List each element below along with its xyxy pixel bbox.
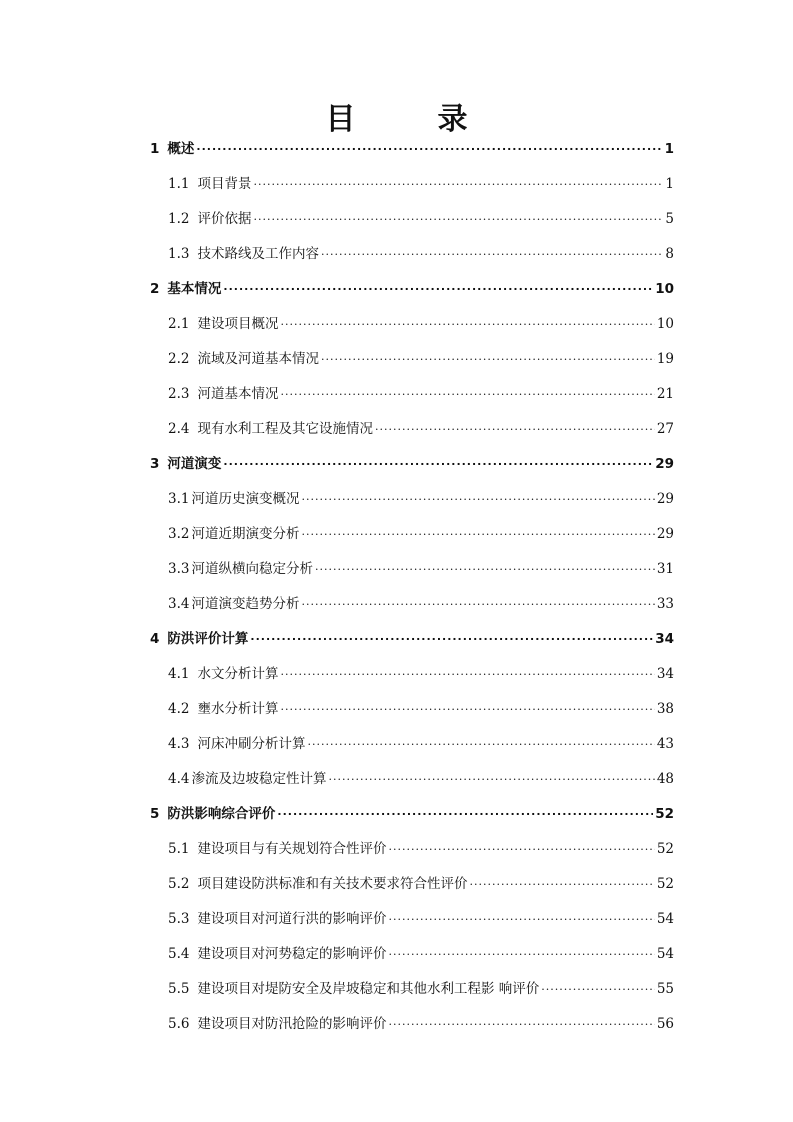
table-of-contents bbox=[150, 137, 674, 1047]
toc-chapter-entry[interactable] bbox=[150, 277, 674, 312]
toc-dot-leader bbox=[321, 239, 663, 264]
toc-entry-label bbox=[150, 802, 275, 826]
toc-entry-number: 1.3 bbox=[168, 246, 190, 262]
toc-chapter-entry[interactable] bbox=[150, 627, 674, 662]
toc-section-entry[interactable] bbox=[150, 837, 674, 872]
toc-entry-label bbox=[168, 417, 373, 441]
toc-entry-title: 河道纵横向稳定分析 bbox=[191, 561, 313, 577]
toc-entry-number: 4.2 bbox=[168, 701, 190, 717]
toc-entry-page-number: 10 bbox=[655, 281, 674, 297]
toc-entry-title: 建设项目对河势稳定的影响评价 bbox=[197, 946, 387, 962]
toc-entry-number: 4.3 bbox=[168, 736, 190, 752]
toc-dot-leader bbox=[375, 414, 655, 439]
toc-entry-label bbox=[168, 557, 313, 581]
toc-entry-title: 防洪评价计算 bbox=[167, 631, 249, 647]
toc-entry-page-number: 29 bbox=[656, 526, 674, 542]
toc-entry-title: 项目建设防洪标准和有关技术要求符合性评价 bbox=[197, 876, 468, 892]
toc-entry-page-number: 43 bbox=[656, 736, 674, 752]
toc-entry-title: 现有水利工程及其它设施情况 bbox=[197, 421, 373, 437]
toc-entry-label bbox=[168, 347, 319, 371]
toc-section-entry[interactable] bbox=[150, 977, 674, 1012]
toc-dot-leader bbox=[388, 1009, 654, 1034]
toc-entry-label bbox=[168, 382, 278, 406]
toc-entry-title: 概述 bbox=[167, 141, 195, 157]
toc-dot-leader bbox=[388, 834, 654, 859]
toc-section-entry[interactable] bbox=[150, 242, 674, 277]
toc-entry-number: 5.1 bbox=[168, 841, 190, 857]
toc-entry-title: 壅水分析计算 bbox=[197, 701, 279, 717]
toc-entry-number: 1 bbox=[150, 141, 160, 157]
toc-entry-number: 4.1 bbox=[168, 666, 190, 682]
toc-entry-label bbox=[168, 207, 251, 231]
toc-entry-title: 基本情况 bbox=[167, 281, 222, 297]
toc-section-entry[interactable] bbox=[150, 417, 674, 452]
toc-entry-number: 2.1 bbox=[168, 316, 190, 332]
toc-entry-page-number: 31 bbox=[656, 561, 674, 577]
toc-entry-page-number: 55 bbox=[656, 981, 674, 997]
toc-section-entry[interactable] bbox=[150, 767, 674, 802]
toc-entry-number: 4.4 bbox=[168, 771, 190, 787]
toc-entry-page-number: 34 bbox=[655, 631, 674, 647]
toc-dot-leader bbox=[280, 659, 654, 684]
toc-entry-title: 建设项目概况 bbox=[197, 316, 279, 332]
toc-dot-leader bbox=[388, 939, 654, 964]
toc-entry-label bbox=[168, 942, 386, 966]
toc-dot-leader bbox=[321, 344, 655, 369]
toc-entry-page-number: 29 bbox=[656, 491, 674, 507]
toc-entry-page-number: 21 bbox=[656, 386, 674, 402]
toc-entry-label bbox=[168, 522, 299, 546]
toc-entry-page-number: 54 bbox=[656, 946, 674, 962]
toc-entry-title: 河道历史演变概况 bbox=[191, 491, 300, 507]
toc-entry-label bbox=[168, 1012, 386, 1036]
toc-entry-page-number: 19 bbox=[656, 351, 674, 367]
toc-entry-page-number: 52 bbox=[655, 806, 674, 822]
toc-dot-leader bbox=[280, 309, 654, 334]
toc-dot-leader bbox=[315, 554, 655, 579]
toc-dot-leader bbox=[301, 589, 654, 614]
toc-section-entry[interactable] bbox=[150, 557, 674, 592]
toc-entry-title: 技术路线及工作内容 bbox=[197, 246, 319, 262]
toc-section-entry[interactable] bbox=[150, 487, 674, 522]
toc-entry-number: 5.6 bbox=[168, 1016, 190, 1032]
toc-entry-title: 河道演变趋势分析 bbox=[191, 596, 300, 612]
toc-entry-title: 建设项目对河道行洪的影响评价 bbox=[197, 911, 387, 927]
toc-entry-label bbox=[150, 277, 221, 301]
toc-chapter-entry[interactable] bbox=[150, 452, 674, 487]
toc-entry-page-number: 29 bbox=[655, 456, 674, 472]
toc-entry-page-number: 27 bbox=[656, 421, 674, 437]
toc-dot-leader bbox=[253, 169, 663, 194]
toc-entry-label bbox=[168, 837, 386, 861]
toc-entry-page-number: 52 bbox=[656, 841, 674, 857]
toc-dot-leader bbox=[223, 449, 653, 474]
toc-dot-leader bbox=[253, 204, 663, 229]
toc-dot-leader bbox=[541, 974, 655, 999]
toc-entry-title: 建设项目与有关规划符合性评价 bbox=[197, 841, 387, 857]
toc-dot-leader bbox=[388, 904, 654, 929]
toc-title: 目 录 bbox=[325, 102, 494, 137]
toc-entry-number: 3.4 bbox=[168, 596, 190, 612]
toc-section-entry[interactable] bbox=[150, 942, 674, 977]
toc-dot-leader bbox=[469, 869, 654, 894]
toc-entry-title: 防洪影响综合评价 bbox=[167, 806, 276, 822]
toc-entry-page-number: 54 bbox=[656, 911, 674, 927]
toc-chapter-entry[interactable] bbox=[150, 802, 674, 837]
toc-entry-label bbox=[150, 627, 248, 651]
toc-section-entry[interactable] bbox=[150, 522, 674, 557]
toc-section-entry[interactable] bbox=[150, 172, 674, 207]
toc-entry-label bbox=[150, 452, 221, 476]
toc-entry-label bbox=[168, 872, 467, 896]
toc-entry-page-number: 48 bbox=[656, 771, 674, 787]
toc-entry-page-number: 34 bbox=[656, 666, 674, 682]
toc-entry-page-number: 8 bbox=[665, 246, 674, 262]
toc-entry-title: 河道演变 bbox=[167, 456, 222, 472]
toc-section-entry[interactable] bbox=[150, 732, 674, 767]
toc-dot-leader bbox=[223, 274, 653, 299]
toc-dot-leader bbox=[196, 134, 662, 159]
toc-section-entry[interactable] bbox=[150, 907, 674, 942]
toc-chapter-entry[interactable] bbox=[150, 137, 674, 172]
toc-entry-number: 1.2 bbox=[168, 211, 190, 227]
toc-entry-number: 5.2 bbox=[168, 876, 190, 892]
toc-section-entry[interactable] bbox=[150, 872, 674, 907]
toc-entry-label bbox=[168, 592, 299, 616]
toc-entry-number: 5.5 bbox=[168, 981, 190, 997]
toc-entry-title: 建设项目对堤防安全及岸坡稳定和其他水利工程影 响评价 bbox=[197, 981, 540, 997]
toc-entry-number: 3 bbox=[150, 456, 160, 472]
toc-entry-number: 3.1 bbox=[168, 491, 190, 507]
toc-section-entry[interactable] bbox=[150, 662, 674, 697]
toc-entry-title: 流域及河道基本情况 bbox=[197, 351, 319, 367]
toc-entry-page-number: 52 bbox=[656, 876, 674, 892]
toc-entry-label bbox=[150, 137, 194, 161]
toc-entry-number: 1.1 bbox=[168, 176, 190, 192]
toc-entry-label bbox=[168, 697, 278, 721]
toc-entry-label bbox=[168, 767, 326, 791]
toc-entry-number: 5 bbox=[150, 806, 160, 822]
toc-entry-label bbox=[168, 242, 319, 266]
toc-entry-label bbox=[168, 487, 299, 511]
toc-entry-label bbox=[168, 732, 305, 756]
toc-dot-leader bbox=[301, 484, 654, 509]
toc-section-entry[interactable] bbox=[150, 592, 674, 627]
toc-entry-number: 4 bbox=[150, 631, 160, 647]
toc-entry-title: 河道基本情况 bbox=[197, 386, 279, 402]
toc-dot-leader bbox=[280, 694, 654, 719]
toc-entry-title: 项目背景 bbox=[197, 176, 252, 192]
toc-dot-leader bbox=[250, 624, 653, 649]
toc-dot-leader bbox=[307, 729, 654, 754]
toc-entry-page-number: 1 bbox=[664, 141, 674, 157]
toc-entry-label bbox=[168, 662, 278, 686]
toc-section-entry[interactable] bbox=[150, 382, 674, 417]
toc-entry-number: 3.2 bbox=[168, 526, 190, 542]
toc-section-entry[interactable] bbox=[150, 1012, 674, 1047]
toc-entry-number: 5.4 bbox=[168, 946, 190, 962]
toc-entry-title: 水文分析计算 bbox=[197, 666, 279, 682]
toc-section-entry[interactable] bbox=[150, 697, 674, 732]
toc-dot-leader bbox=[328, 764, 654, 789]
toc-entry-label bbox=[168, 907, 386, 931]
toc-entry-page-number: 33 bbox=[656, 596, 674, 612]
toc-entry-page-number: 56 bbox=[656, 1016, 674, 1032]
toc-entry-number: 3.3 bbox=[168, 561, 190, 577]
toc-entry-title: 渗流及边坡稳定性计算 bbox=[191, 771, 327, 787]
toc-entry-label bbox=[168, 312, 278, 336]
toc-entry-number: 2.2 bbox=[168, 351, 190, 367]
toc-dot-leader bbox=[277, 799, 653, 824]
toc-entry-label bbox=[168, 977, 539, 1001]
toc-entry-title: 评价依据 bbox=[197, 211, 252, 227]
toc-entry-title: 河道近期演变分析 bbox=[191, 526, 300, 542]
toc-entry-title: 河床冲刷分析计算 bbox=[197, 736, 306, 752]
toc-entry-page-number: 1 bbox=[665, 176, 674, 192]
toc-entry-number: 2 bbox=[150, 281, 160, 297]
toc-dot-leader bbox=[301, 519, 654, 544]
toc-entry-page-number: 38 bbox=[656, 701, 674, 717]
toc-section-entry[interactable] bbox=[150, 207, 674, 242]
toc-section-entry[interactable] bbox=[150, 312, 674, 347]
toc-entry-page-number: 10 bbox=[656, 316, 674, 332]
toc-entry-number: 5.3 bbox=[168, 911, 190, 927]
toc-entry-page-number: 5 bbox=[665, 211, 674, 227]
toc-entry-number: 2.3 bbox=[168, 386, 190, 402]
toc-dot-leader bbox=[280, 379, 654, 404]
toc-entry-number: 2.4 bbox=[168, 421, 190, 437]
toc-section-entry[interactable] bbox=[150, 347, 674, 382]
toc-entry-label bbox=[168, 172, 251, 196]
toc-entry-title: 建设项目对防汛抢险的影响评价 bbox=[197, 1016, 387, 1032]
